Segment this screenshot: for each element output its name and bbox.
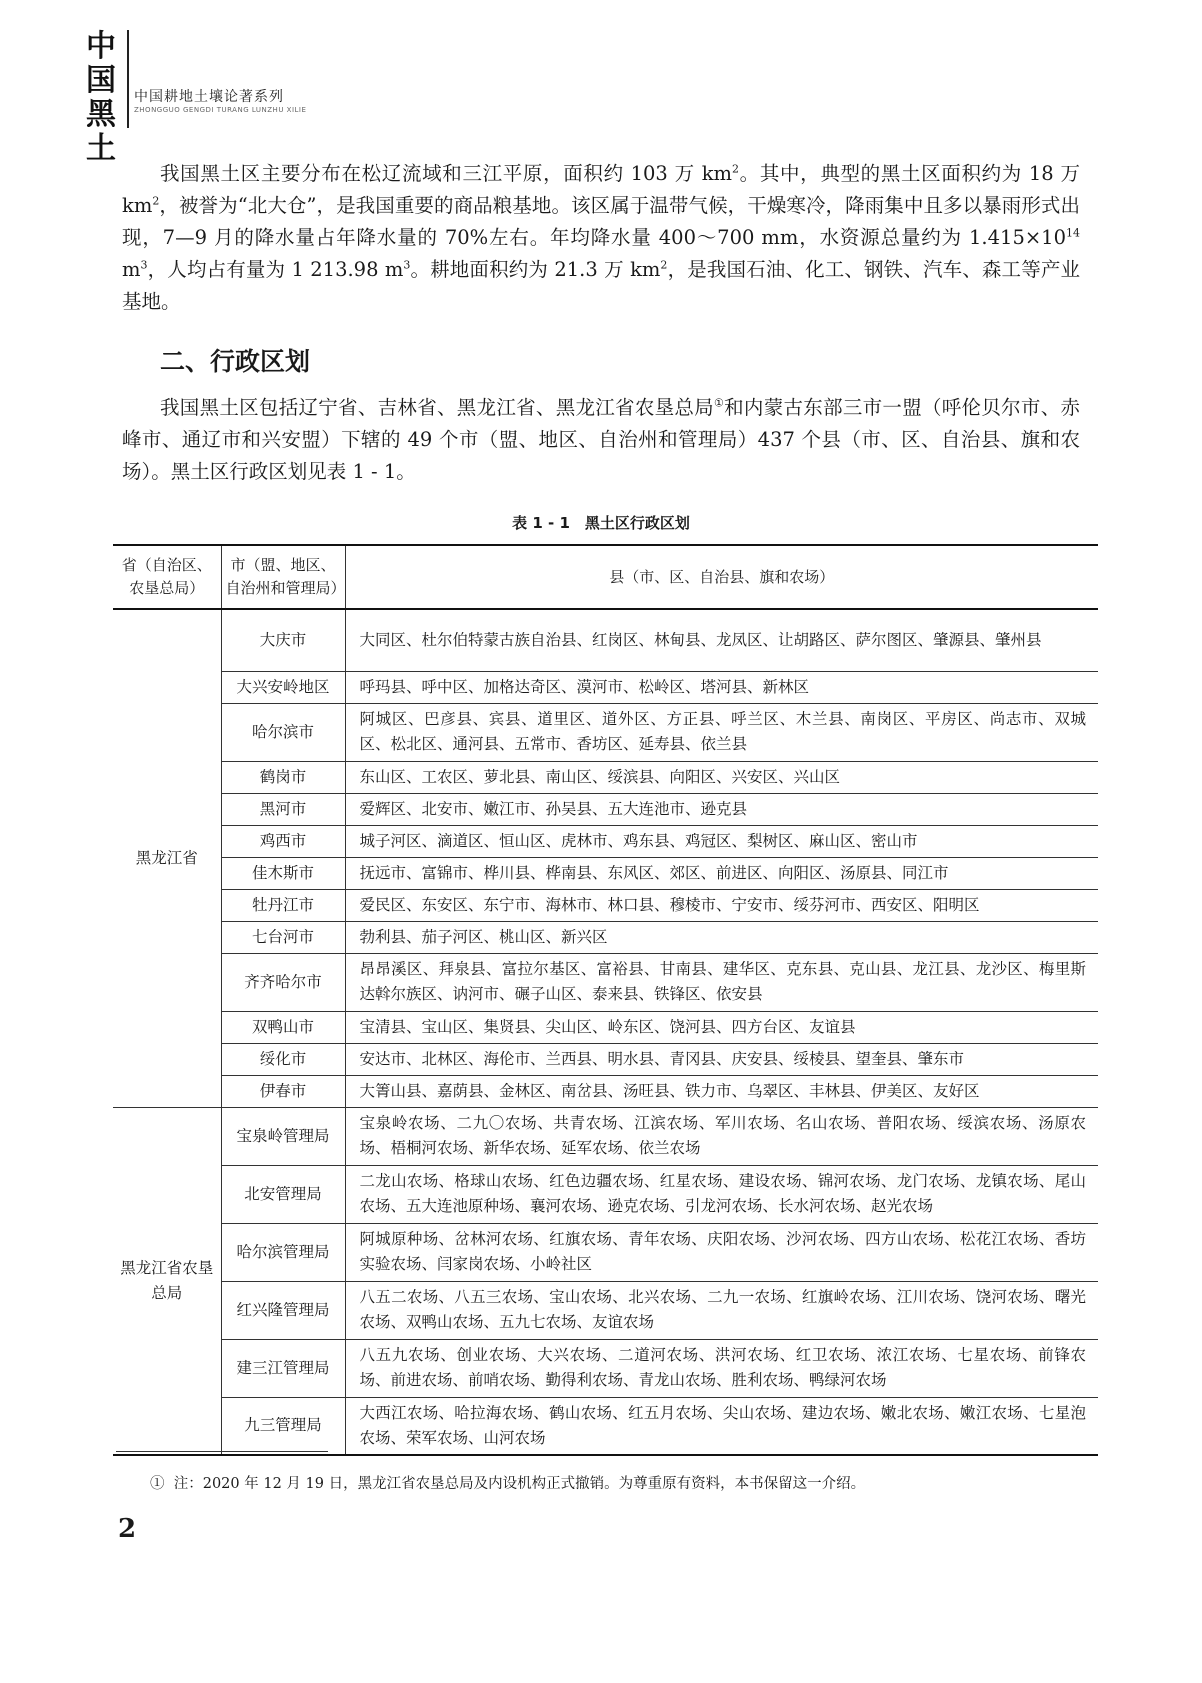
- county-cell: 二龙山农场、格球山农场、红色边疆农场、红星农场、建设农场、锦河农场、龙门农场、龙镇农场、尾山农场、五大连池原种场、襄河农场、逊克农场、引龙河农场、长水河农场、赵光农场: [345, 1165, 1098, 1223]
- county-cell: 大同区、杜尔伯特蒙古族自治县、红岗区、林甸县、龙凤区、让胡路区、萨尔图区、肇源县、肇州县: [345, 609, 1098, 671]
- superscript: 14: [1066, 226, 1080, 240]
- table-row: [113, 825, 1098, 857]
- city-cell: 红兴隆管理局: [221, 1281, 345, 1339]
- section-heading: 二、行政区划: [160, 347, 311, 376]
- header-province: 省（自治区、农垦总局）: [113, 545, 221, 609]
- city-cell: 宝泉岭管理局: [221, 1107, 345, 1165]
- county-cell: 宝清县、宝山区、集贤县、尖山区、岭东区、饶河县、四方台区、友谊县: [345, 1011, 1098, 1043]
- table-row: [113, 1011, 1098, 1043]
- county-cell: 阿城区、巴彦县、宾县、道里区、道外区、方正县、呼兰区、木兰县、南岗区、平房区、尚志市、双城区、松北区、通河县、五常市、香坊区、延寿县、依兰县: [345, 703, 1098, 761]
- text-run: 。其中，典型的黑土区面积约为 18 万km: [122, 162, 1080, 217]
- city-cell: 牡丹江市: [221, 889, 345, 921]
- city-cell: 绥化市: [221, 1043, 345, 1075]
- table-row: [113, 1075, 1098, 1107]
- county-cell: 八五二农场、八五三农场、宝山农场、北兴农场、二九一农场、红旗岭农场、江川农场、饶河农场、曙光农场、双鸭山农场、五九七农场、友谊农场: [345, 1281, 1098, 1339]
- intro-paragraph: [122, 158, 1080, 318]
- table-row: [113, 1165, 1098, 1223]
- table-row: [113, 1223, 1098, 1281]
- city-cell: 鸡西市: [221, 825, 345, 857]
- footnote-text: 注：2020 年 12 月 19 日，黑龙江省农垦总局及内设机构正式撤销。为尊重原有资料，本书保留这一介绍。: [173, 1476, 866, 1492]
- city-cell: 伊春市: [221, 1075, 345, 1107]
- page-number: 2: [118, 1514, 137, 1544]
- city-cell: 北安管理局: [221, 1165, 345, 1223]
- city-cell: 九三管理局: [221, 1397, 345, 1455]
- city-cell: 大兴安岭地区: [221, 671, 345, 703]
- county-cell: 阿城原种场、岔林河农场、红旗农场、青年农场、庆阳农场、沙河农场、四方山农场、松花江农场、香坊实验农场、闫家岗农场、小岭社区: [345, 1223, 1098, 1281]
- table-row: [113, 1397, 1098, 1455]
- table-row: [113, 1043, 1098, 1075]
- series-divider: [127, 30, 129, 128]
- city-cell: 齐齐哈尔市: [221, 953, 345, 1011]
- text-run: 。耕地面积约为 21.3 万 km: [410, 258, 661, 281]
- series-name-vertical: [86, 30, 126, 166]
- county-cell: 大箐山县、嘉荫县、金林区、南岔县、汤旺县、铁力市、乌翠区、丰林县、伊美区、友好区: [345, 1075, 1098, 1107]
- county-cell: 安达市、北林区、海伦市、兰西县、明水县、青冈县、庆安县、绥棱县、望奎县、肇东市: [345, 1043, 1098, 1075]
- county-cell: 大西江农场、哈拉海农场、鹤山农场、红五月农场、尖山农场、建边农场、嫩北农场、嫩江农场、七星泡农场、荣军农场、山河农场: [345, 1397, 1098, 1455]
- table-row: [113, 671, 1098, 703]
- city-cell: 鹤岗市: [221, 761, 345, 793]
- footnote-ref[interactable]: ①: [713, 396, 725, 410]
- city-cell: 哈尔滨市: [221, 703, 345, 761]
- table-caption: 表 1 - 1 黑土区行政区划: [512, 514, 690, 532]
- table-row: [113, 761, 1098, 793]
- county-cell: 爱民区、东安区、东宁市、海林市、林口县、穆棱市、宁安市、绥芬河市、西安区、阳明区: [345, 889, 1098, 921]
- footnote-mark: ①: [150, 1476, 165, 1492]
- series-char: 土: [86, 131, 116, 166]
- county-cell: 昂昂溪区、拜泉县、富拉尔基区、富裕县、甘南县、建华区、克东县、克山县、龙江县、龙沙区、梅里斯达斡尔族区、讷河市、碾子山区、泰来县、铁锋区、依安县: [345, 953, 1098, 1011]
- province-cell: 黑龙江省农垦总局: [113, 1107, 221, 1455]
- admin-paragraph: [122, 392, 1080, 488]
- table-row: [113, 703, 1098, 761]
- header-city: 市（盟、地区、自治州和管理局）: [221, 545, 345, 609]
- text-run: 我国黑土区主要分布在松辽流域和三江平原，面积约 103 万 km: [160, 162, 733, 185]
- text-run: m: [122, 258, 141, 281]
- county-cell: 城子河区、滴道区、恒山区、虎林市、鸡东县、鸡冠区、梨树区、麻山区、密山市: [345, 825, 1098, 857]
- table-header-row: [113, 545, 1098, 609]
- superscript: 2: [660, 258, 668, 272]
- series-char: 中: [86, 29, 116, 64]
- table-row: [113, 921, 1098, 953]
- county-cell: 八五九农场、创业农场、大兴农场、二道河农场、洪河农场、红卫农场、浓江农场、七星农场、前锋农场、前进农场、前哨农场、勤得利农场、青龙山农场、胜利农场、鸭绿河农场: [345, 1339, 1098, 1397]
- superscript: 3: [140, 258, 148, 272]
- table-row: [113, 953, 1098, 1011]
- table-row: [113, 793, 1098, 825]
- table-row: [113, 889, 1098, 921]
- city-cell: 黑河市: [221, 793, 345, 825]
- series-title: 中国耕地土壤论著系列: [134, 89, 284, 105]
- series-char: 黑: [86, 97, 116, 132]
- superscript: 3: [403, 258, 411, 272]
- table-row: [113, 1281, 1098, 1339]
- series-pinyin: ZHONGGUO GENGDI TURANG LUNZHU XILIE: [134, 106, 307, 114]
- table-row: [113, 1339, 1098, 1397]
- county-cell: 呼玛县、呼中区、加格达奇区、漠河市、松岭区、塔河县、新林区: [345, 671, 1098, 703]
- text-run: 我国黑土区包括辽宁省、吉林省、黑龙江省、黑龙江省农垦总局: [160, 396, 714, 419]
- city-cell: 七台河市: [221, 921, 345, 953]
- table-row: [113, 857, 1098, 889]
- county-cell: 勃利县、茄子河区、桃山区、新兴区: [345, 921, 1098, 953]
- admin-division-table: [113, 544, 1098, 1456]
- table-row: [113, 609, 1098, 671]
- superscript: 2: [732, 162, 740, 176]
- city-cell: 双鸭山市: [221, 1011, 345, 1043]
- text-run: 和内蒙古东部三市一盟（呼伦贝尔市、赤峰市、通辽市和兴安盟）下辖的 49 个市（盟、地区、自治州和管理局）437 个县（市、区、自治县、旗和农场）。黑土区行政区划见表 1 - 1。: [122, 396, 1080, 483]
- footnote: [150, 1472, 865, 1493]
- province-cell: 黑龙江省: [113, 609, 221, 1107]
- county-cell: 东山区、工农区、萝北县、南山区、绥滨县、向阳区、兴安区、兴山区: [345, 761, 1098, 793]
- city-cell: 佳木斯市: [221, 857, 345, 889]
- county-cell: 宝泉岭农场、二九〇农场、共青农场、江滨农场、军川农场、名山农场、普阳农场、绥滨农场、汤原农场、梧桐河农场、新华农场、延军农场、依兰农场: [345, 1107, 1098, 1165]
- superscript: 2: [152, 194, 160, 208]
- footnote-divider: [116, 1451, 328, 1452]
- text-run: ，是我国石油、化工、钢铁、汽车、森工等产业基地。: [122, 258, 1080, 313]
- text-run: ，被誉为“北大仓”，是我国重要的商品粮基地。该区属于温带气候，干燥寒冷，降雨集中且多以暴雨形式出现，7—9 月的降水量占年降水量的 70%左右。年均降水量 400～700 mm，水资源总量约为 1.415×10: [122, 194, 1080, 249]
- city-cell: 大庆市: [221, 609, 345, 671]
- table-row: [113, 1107, 1098, 1165]
- county-cell: 爱辉区、北安市、嫩江市、孙吴县、五大连池市、逊克县: [345, 793, 1098, 825]
- text-run: ，人均占有量为 1 213.98 m: [147, 258, 404, 281]
- series-char: 国: [86, 63, 116, 98]
- header-county: 县（市、区、自治县、旗和农场）: [345, 545, 1098, 609]
- city-cell: 哈尔滨管理局: [221, 1223, 345, 1281]
- county-cell: 抚远市、富锦市、桦川县、桦南县、东风区、郊区、前进区、向阳区、汤原县、同江市: [345, 857, 1098, 889]
- city-cell: 建三江管理局: [221, 1339, 345, 1397]
